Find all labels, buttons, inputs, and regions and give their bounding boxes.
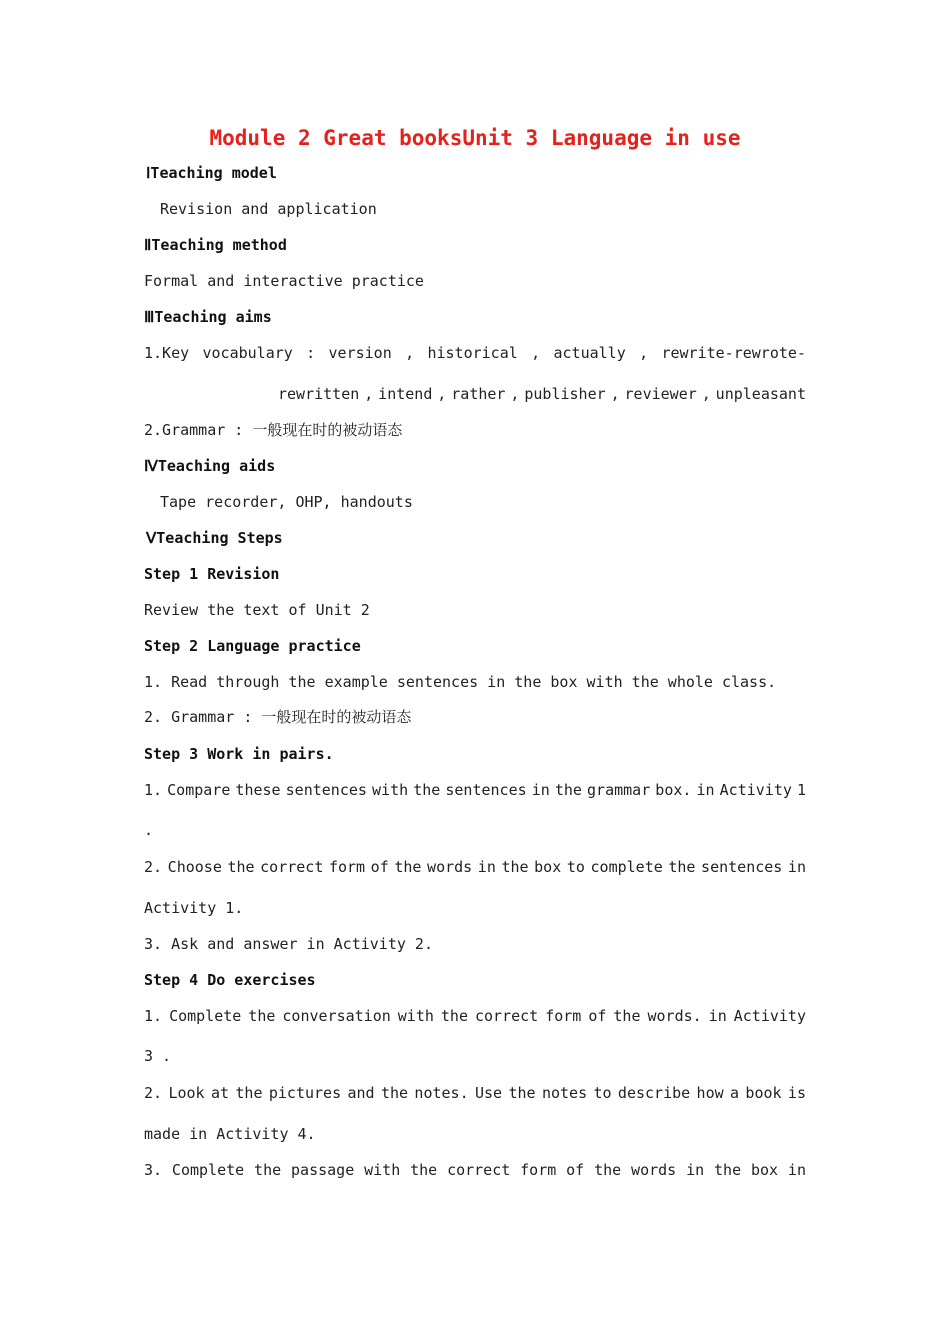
key-vocabulary-line-2: rewritten , intend , rather , publisher , reviewer , unpleasant <box>278 385 806 403</box>
vocab-word: historical <box>427 344 518 362</box>
vocab-word: vocabulary <box>202 344 293 362</box>
teaching-aids-text: Tape recorder, OHP, handouts <box>160 493 413 511</box>
step-3-item-2-line-1: 2. Choose the correct form of the words in the box to complete the sentences in <box>144 858 806 876</box>
document-title: Module 2 Great booksUnit 3 Language in use <box>209 126 741 150</box>
grammar-aim: 2.Grammar : 一般现在时的被动语态 <box>144 421 403 439</box>
teaching-method-text: Formal and interactive practice <box>144 272 424 290</box>
vocab-word: version <box>328 344 392 362</box>
step-4-item-3-line-1: 3. Complete the passage with the correct form of the words in the box in <box>144 1161 806 1179</box>
step-2-heading: Step 2 Language practice <box>144 637 361 655</box>
vocab-word: , <box>531 344 541 362</box>
step-4-item-1-line-1: 1. Complete the conversation with the correct form of the words. in Activity <box>144 1007 806 1025</box>
step-3-item-3: 3. Ask and answer in Activity 2. <box>144 935 433 953</box>
vocab-word: actually <box>553 344 626 362</box>
section-heading-teaching-method: ⅡTeaching method <box>144 236 287 254</box>
vocab-word: 1.Key <box>144 344 190 362</box>
step-2-item-2: 2. Grammar : 一般现在时的被动语态 <box>144 708 412 726</box>
vocab-word: rewrite-rewrote- <box>661 344 806 362</box>
key-vocabulary-line-1 <box>144 343 806 363</box>
step-4-item-2-line-2: made in Activity 4. <box>144 1125 316 1143</box>
step-2-item-1: 1. Read through the example sentences in the box with the whole class. <box>144 673 777 691</box>
step-4-item-1-line-2: 3 . <box>144 1047 172 1065</box>
step-4-item-2-line-1: 2. Look at the pictures and the notes. Use the notes to describe how a book is <box>144 1084 806 1102</box>
step-4-heading: Step 4 Do exercises <box>144 971 316 989</box>
step-1-heading: Step 1 Revision <box>144 565 280 583</box>
step-3-item-1-line-2: . <box>144 821 154 839</box>
teaching-model-text: Revision and application <box>160 200 377 218</box>
vocab-word: : <box>306 344 316 362</box>
section-heading-teaching-model: ⅠTeaching model <box>146 164 277 182</box>
section-heading-teaching-aims: ⅢTeaching aims <box>144 308 272 326</box>
vocab-word: , <box>639 344 649 362</box>
section-heading-teaching-steps: ⅤTeaching Steps <box>146 529 283 547</box>
section-heading-teaching-aids: ⅣTeaching aids <box>144 457 276 475</box>
step-1-text: Review the text of Unit 2 <box>144 601 370 619</box>
step-3-item-2-line-2: Activity 1. <box>144 899 244 917</box>
vocab-word: , <box>405 344 415 362</box>
step-3-item-1-line-1: 1. Compare these sentences with the sentences in the grammar box. in Activity 1 <box>144 781 806 799</box>
step-3-heading: Step 3 Work in pairs. <box>144 745 334 763</box>
